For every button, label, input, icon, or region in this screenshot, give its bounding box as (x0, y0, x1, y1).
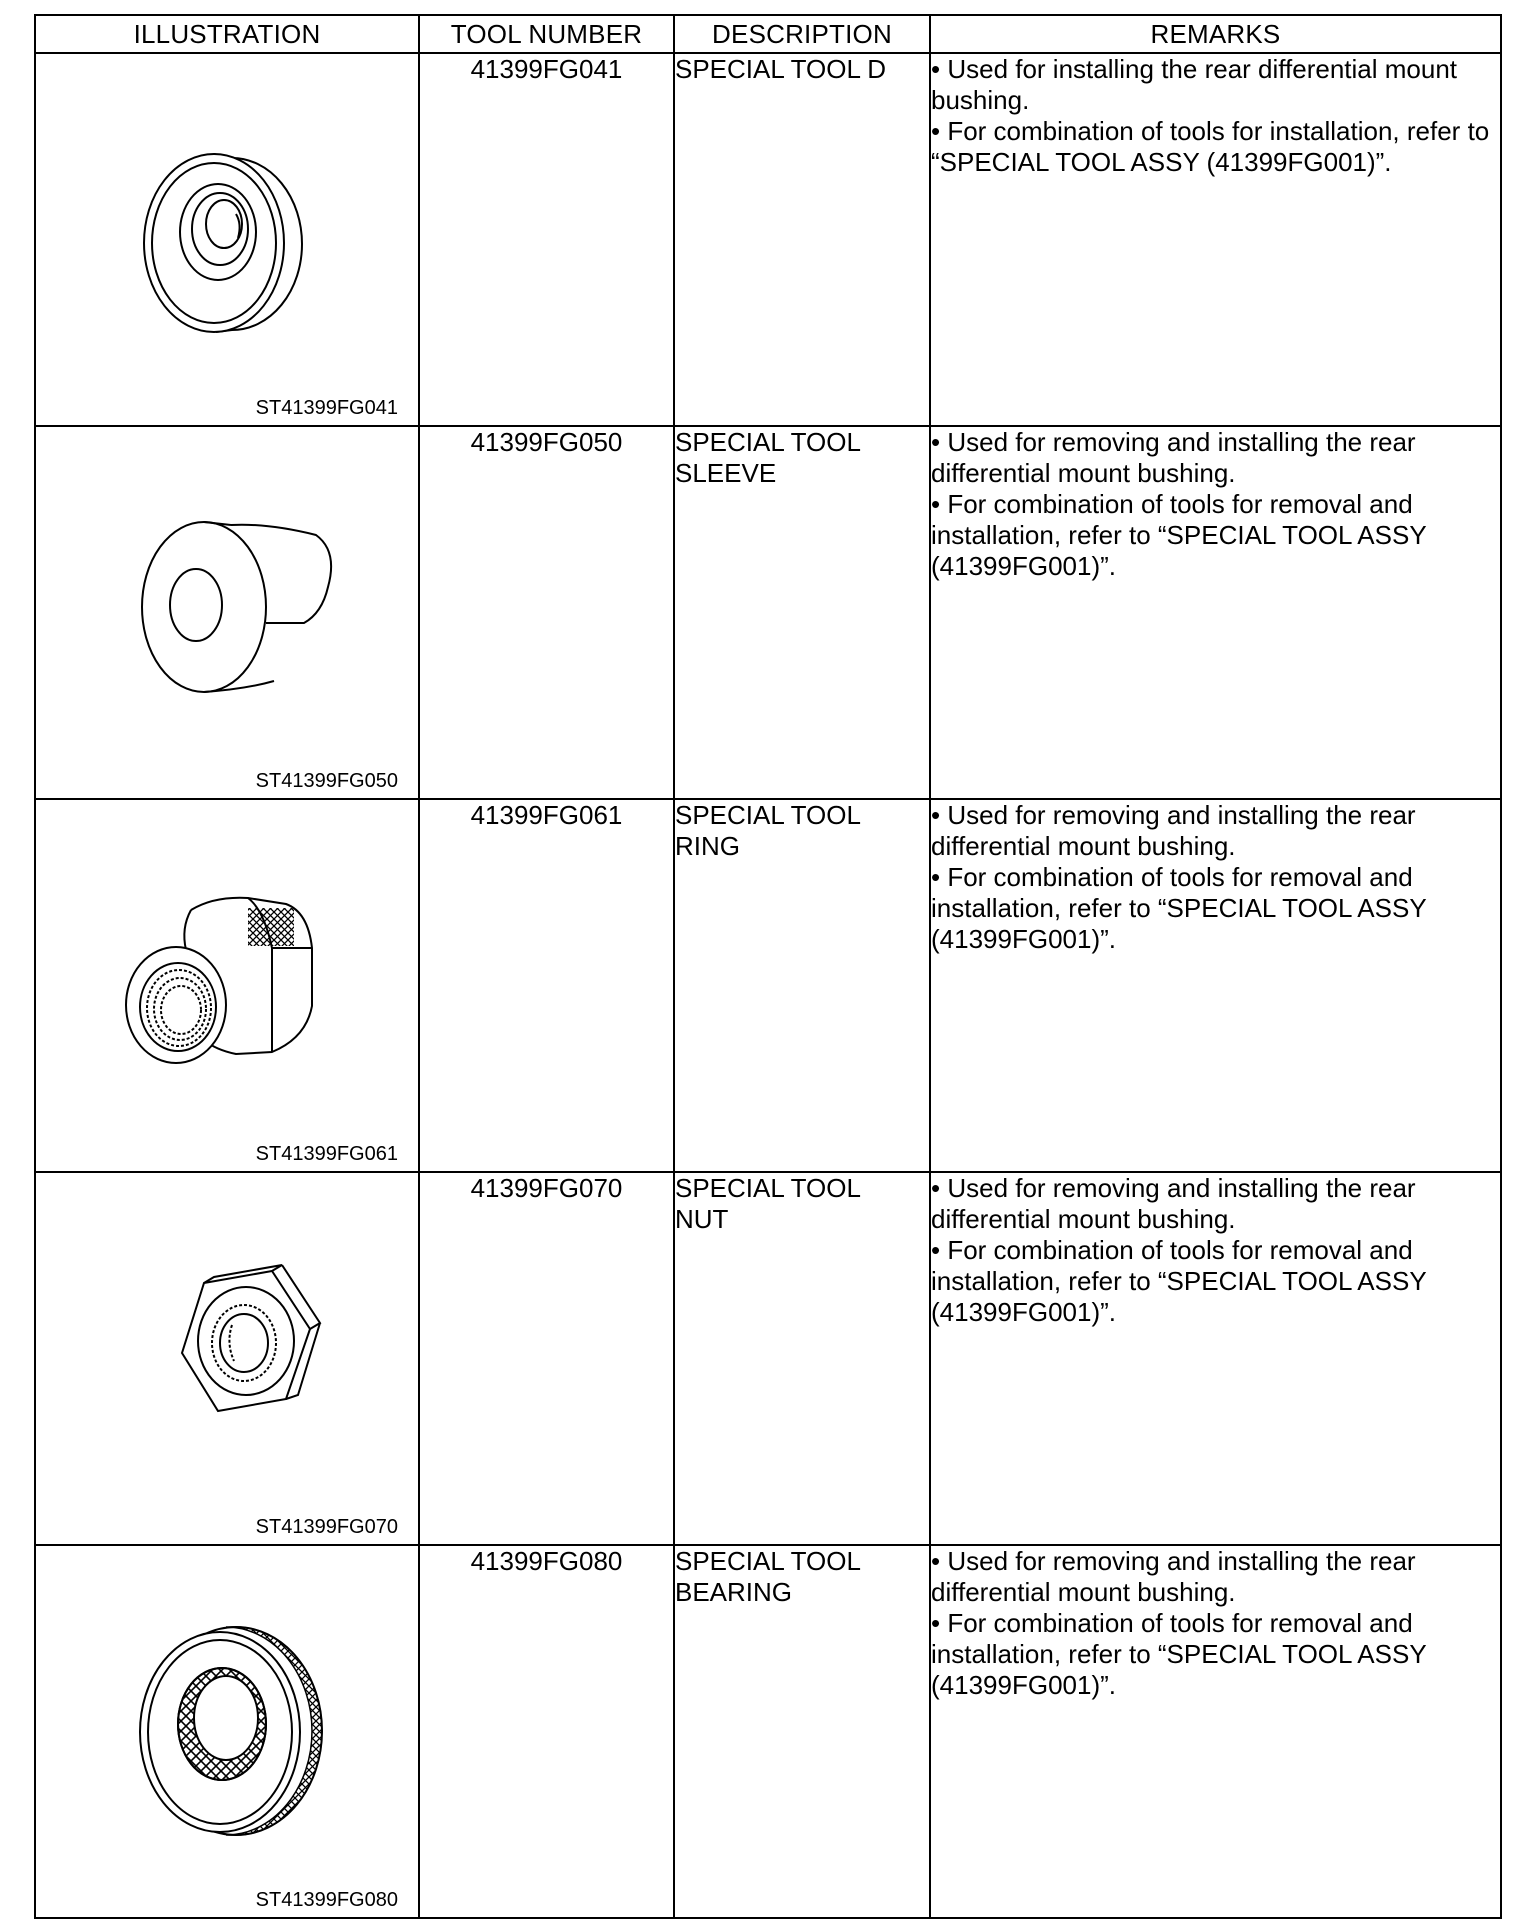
table-row (35, 53, 1501, 426)
tool-description (674, 1172, 930, 1545)
tool-description (674, 426, 930, 799)
illustration-cell (35, 53, 419, 426)
remark-item: • For combination of tools for removal and installation, refer to “SPECIAL TOOL ASSY (41399FG001)”. (931, 862, 1427, 954)
illustration-cell (35, 426, 419, 799)
remark-item: • Used for installing the rear differential mount bushing. (931, 54, 1458, 115)
remark-item: • Used for removing and installing the rear differential mount bushing. (931, 800, 1416, 861)
tool-number: 41399FG070 (419, 1172, 674, 1545)
description-line: NUT (675, 1204, 729, 1234)
remark-item: • Used for removing and installing the rear differential mount bushing. (931, 1173, 1416, 1234)
description-line: SPECIAL TOOL (675, 800, 861, 830)
table-header-row (35, 15, 1501, 53)
table-row (35, 799, 1501, 1172)
illustration-cell (35, 799, 419, 1172)
remark-item: • For combination of tools for removal and installation, refer to “SPECIAL TOOL ASSY (41399FG001)”. (931, 1235, 1427, 1327)
knurled-bearing-icon (36, 1546, 420, 1917)
tool-number: 41399FG061 (419, 799, 674, 1172)
tool-description (674, 799, 930, 1172)
special-tools-table (34, 14, 1502, 1919)
table-row (35, 426, 1501, 799)
tool-remarks (930, 799, 1501, 1172)
header-tool-number: TOOL NUMBER (419, 15, 674, 53)
description-line: SLEEVE (675, 458, 777, 488)
description-line: RING (675, 831, 740, 861)
description-line: BEARING (675, 1577, 793, 1607)
remark-item: • For combination of tools for installation, refer to “SPECIAL TOOL ASSY (41399FG001)”. (931, 116, 1490, 177)
hex-nut-icon (36, 1173, 420, 1544)
sleeve-icon (36, 427, 420, 798)
tool-remarks (930, 53, 1501, 426)
illustration-code: ST41399FG041 (255, 397, 398, 419)
remark-item: • Used for removing and installing the rear differential mount bushing. (931, 1546, 1416, 1607)
tool-number: 41399FG080 (419, 1545, 674, 1918)
description-line: SPECIAL TOOL (675, 427, 861, 457)
tool-description (674, 1545, 930, 1918)
table-row (35, 1172, 1501, 1545)
tool-number: 41399FG041 (419, 53, 674, 426)
tool-remarks (930, 426, 1501, 799)
illustration-cell (35, 1172, 419, 1545)
tool-description (674, 53, 930, 426)
remark-item: • For combination of tools for removal and installation, refer to “SPECIAL TOOL ASSY (41399FG001)”. (931, 1608, 1427, 1700)
flanged-disc-icon (36, 54, 420, 425)
illustration-code: ST41399FG080 (255, 1889, 398, 1911)
description-line: SPECIAL TOOL (675, 1173, 861, 1203)
header-description: DESCRIPTION (674, 15, 930, 53)
table-row (35, 1545, 1501, 1918)
description-line: SPECIAL TOOL (675, 1546, 861, 1576)
illustration-cell (35, 1545, 419, 1918)
illustration-code: ST41399FG070 (255, 1516, 398, 1538)
threaded-ring-icon (36, 800, 420, 1171)
tool-remarks (930, 1172, 1501, 1545)
remark-item: • Used for removing and installing the rear differential mount bushing. (931, 427, 1416, 488)
description-line: SPECIAL TOOL D (675, 54, 886, 84)
illustration-code: ST41399FG050 (255, 770, 398, 792)
tool-remarks (930, 1545, 1501, 1918)
header-illustration: ILLUSTRATION (35, 15, 419, 53)
tool-number: 41399FG050 (419, 426, 674, 799)
remark-item: • For combination of tools for removal and installation, refer to “SPECIAL TOOL ASSY (41399FG001)”. (931, 489, 1427, 581)
header-remarks: REMARKS (930, 15, 1501, 53)
illustration-code: ST41399FG061 (255, 1143, 398, 1165)
